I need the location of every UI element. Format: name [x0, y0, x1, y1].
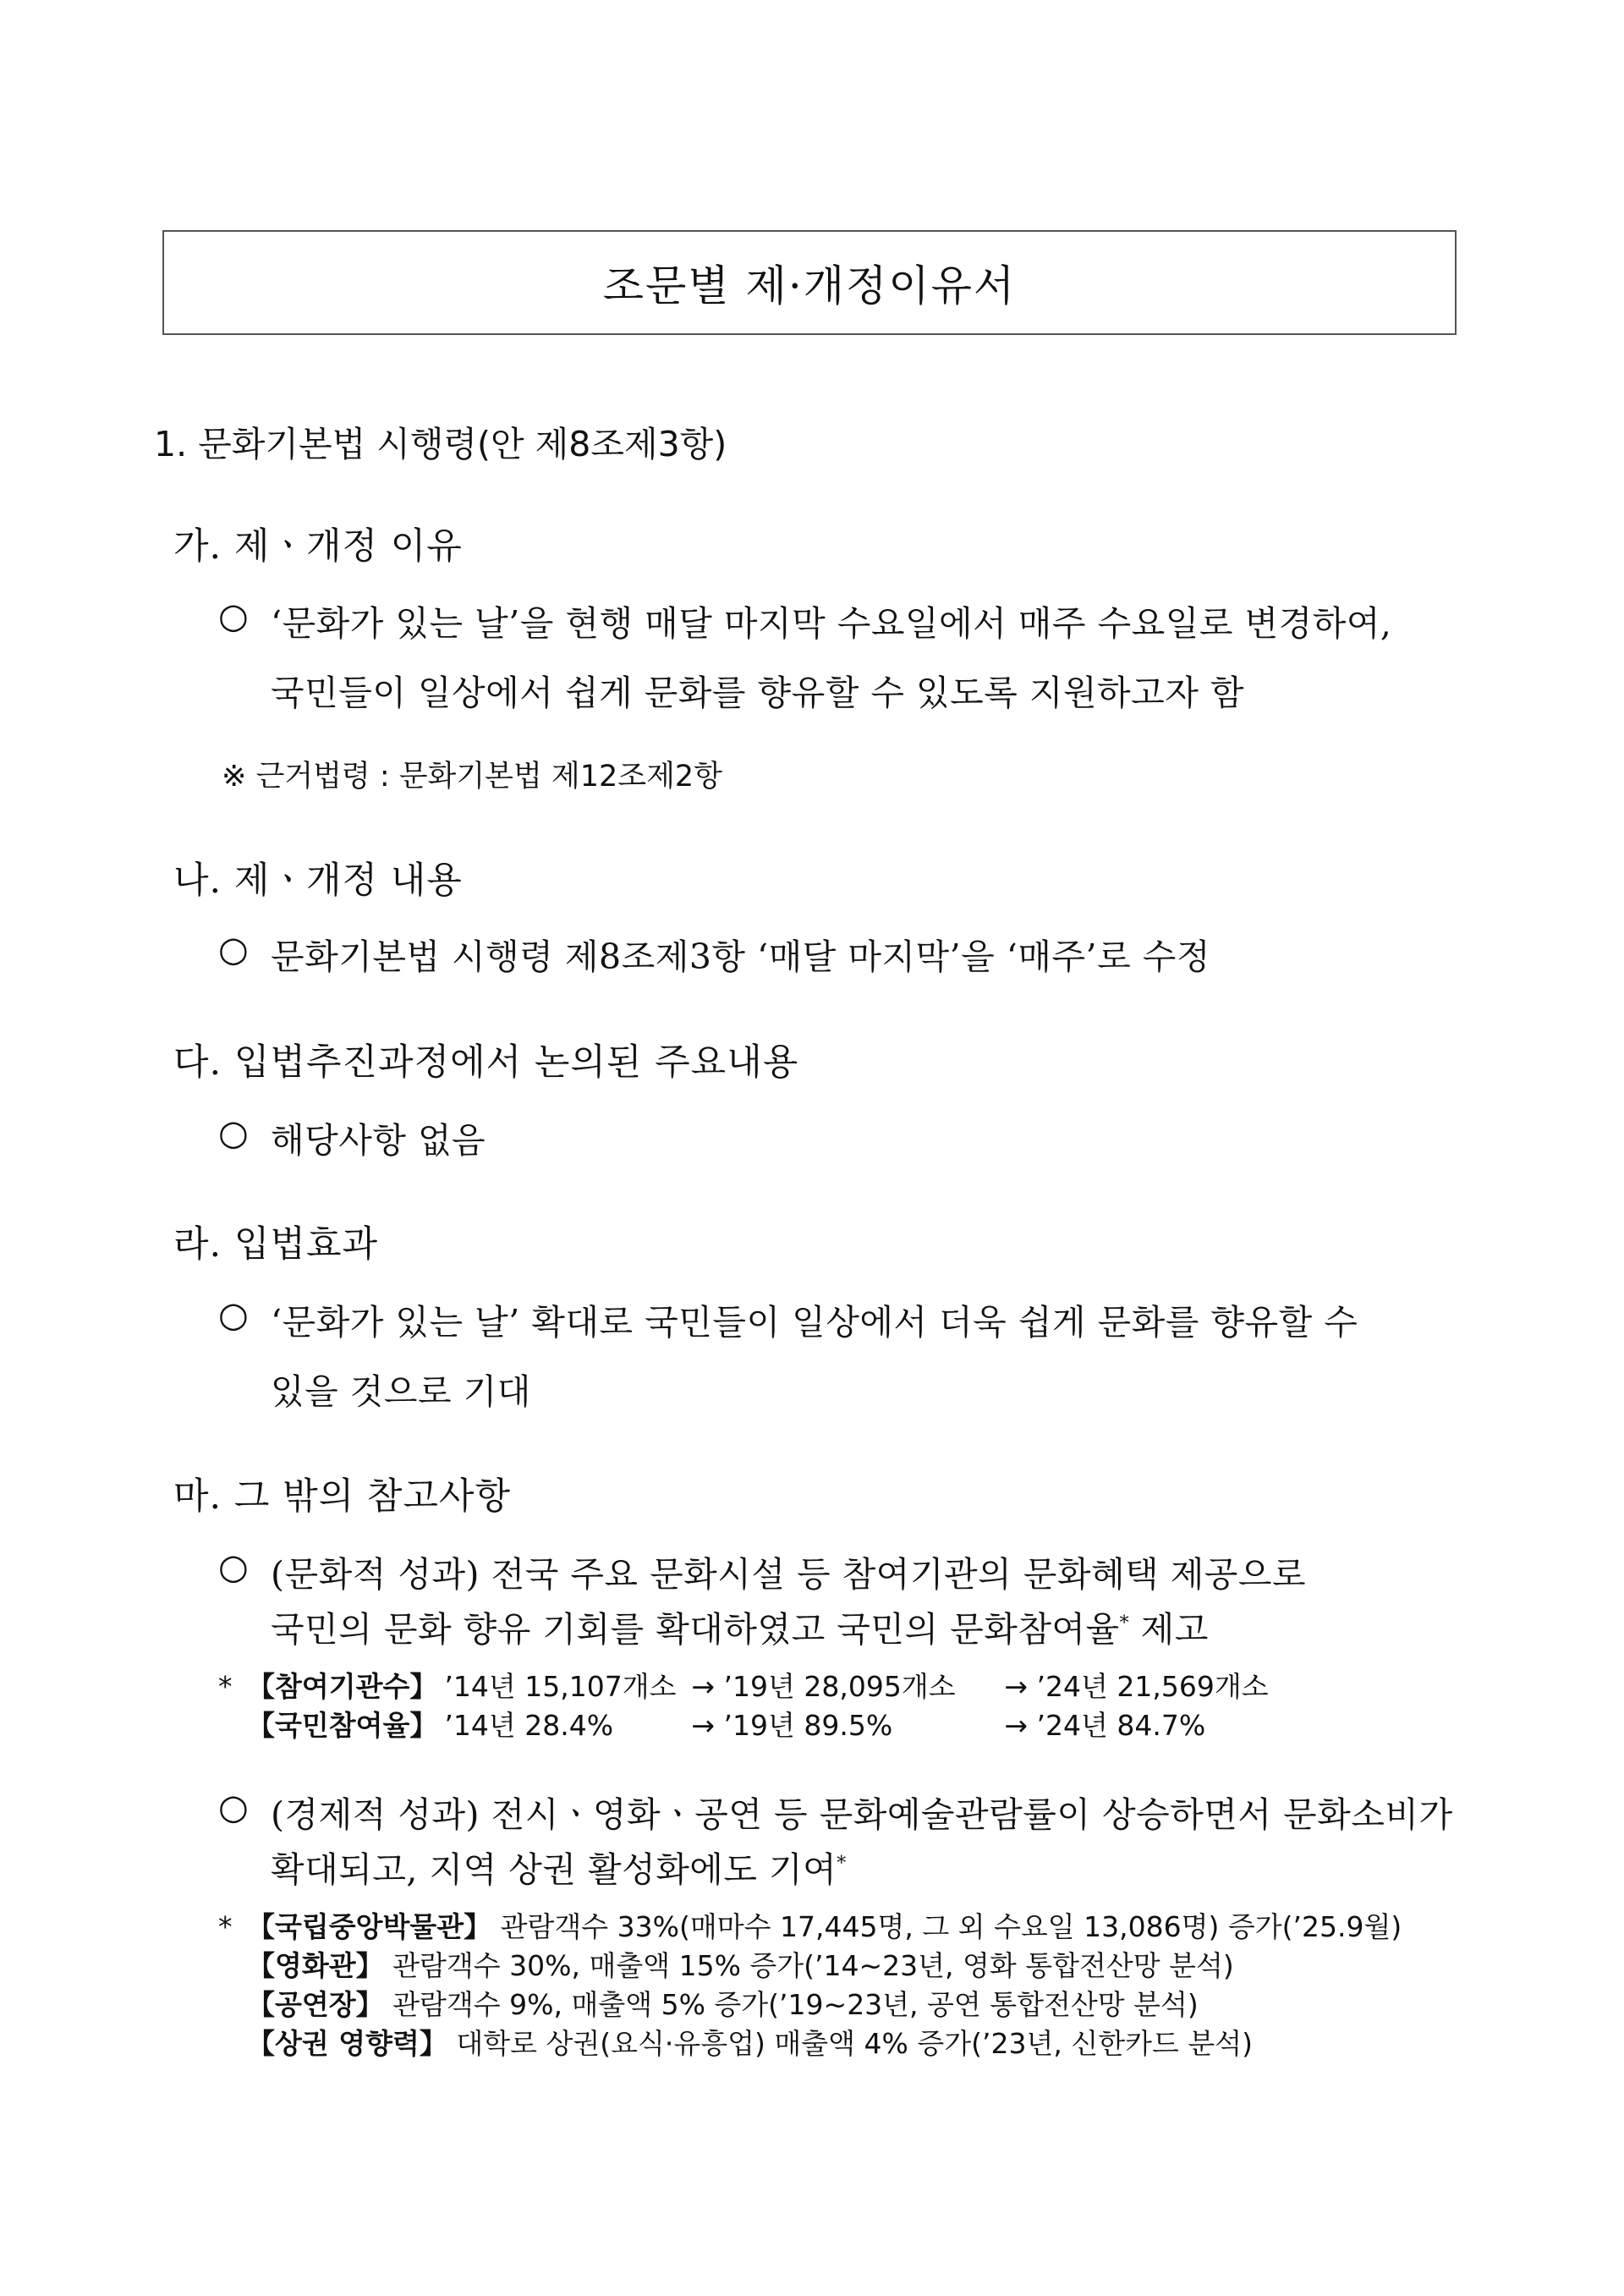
ga-text-line1: ‘문화가 있는 날’을 현행 매달 마지막 수요일에서 매주 수요일로 변경하여, — [271, 603, 1392, 644]
fn1-r1-a: ’14년 15,107개소 — [444, 1670, 677, 1703]
fn1-r2-label: 【국민참여율】 — [247, 1709, 438, 1742]
ma-b2-line2-main: 확대되고, 지역 상권 활성화에도 기여 — [271, 1849, 837, 1890]
ga-text-line2: 국민들이 일상에서 쉽게 문화를 향유할 수 있도록 지원하고자 함 — [271, 673, 1245, 713]
fn1-r2-c: → ’24년 84.7% — [1004, 1709, 1206, 1742]
fn2-r3-text: 관람객수 9%, 매출액 5% 증가(’19∼23년, 공연 통합전산망 분석) — [383, 1988, 1199, 2021]
fn1-r1-label: 【참여기관수】 — [247, 1670, 438, 1703]
ma-bullet1-line1 — [218, 1546, 1306, 1596]
fn2-r1-text: 관람객수 33%(매마수 17,445명, 그 외 수요일 13,086명) 증가(’25.9월) — [491, 1910, 1402, 1943]
bullet-circle-icon: ○ — [218, 1294, 250, 1335]
fn1-r2-a: ’14년 28.4% — [444, 1709, 614, 1742]
fn2-r3-label: 【공연장】 — [247, 1988, 384, 2021]
ma-b1-line2-end: 제고 — [1129, 1609, 1209, 1650]
footnote-2-row1 — [218, 1905, 1402, 1945]
na-heading: 나. 제ㆍ개정 내용 — [173, 860, 463, 902]
fn1-r1-c: → ’24년 21,569개소 — [1004, 1670, 1269, 1703]
footnote-marker: * — [837, 1853, 847, 1875]
bullet-circle-icon: ○ — [218, 1787, 250, 1827]
footnote-2-row2 — [218, 1944, 1234, 1984]
fn2-r4-label: 【상권 영향력】 — [247, 2027, 447, 2060]
ra-heading: 라. 입법효과 — [173, 1223, 379, 1266]
footnote-2-row3 — [218, 1983, 1199, 2023]
ra-text-line1: ‘문화가 있는 날’ 확대로 국민들이 일상에서 더욱 쉽게 문화를 향유할 수 — [271, 1302, 1358, 1343]
footnote-1-row1 — [218, 1665, 1269, 1705]
da-heading: 다. 입법추진과정에서 논의된 주요내용 — [173, 1041, 799, 1084]
fn2-r4-text: 대학로 상권(요식·유흥업) 매출액 4% 증가(’23년, 신한카드 분석) — [447, 2027, 1253, 2060]
footnote-2-row4 — [218, 2022, 1253, 2062]
footnote-star: * — [218, 1670, 233, 1703]
ma-b1-text-line1: (문화적 성과) 전국 주요 문화시설 등 참여기관의 문화혜택 제공으로 — [271, 1554, 1307, 1595]
footnote-marker: * — [1119, 1612, 1130, 1634]
fn1-r1-b: → ’19년 28,095개소 — [691, 1670, 956, 1703]
bullet-circle-icon: ○ — [218, 929, 250, 969]
ma-b2-text-line2 — [271, 1842, 847, 1892]
ma-b1-line2-main: 국민의 문화 향유 기회를 확대하였고 국민의 문화참여율 — [271, 1609, 1120, 1650]
na-text-line1: 문화기본법 시행령 제8조제3항 ‘매달 마지막’을 ‘매주’로 수정 — [271, 937, 1210, 977]
fn2-r1-label: 【국립중앙박물관】 — [247, 1910, 492, 1943]
fn1-r2-b: → ’19년 89.5% — [691, 1709, 893, 1742]
ga-heading: 가. 제ㆍ개정 이유 — [173, 525, 463, 568]
footnote-1-row2 — [218, 1704, 1205, 1744]
ma-b1-text-line2 — [271, 1601, 1209, 1651]
ra-bullet-line1 — [218, 1294, 1358, 1344]
na-bullet-line1 — [218, 929, 1210, 979]
title-box — [162, 230, 1457, 335]
fn2-r2-label: 【영화관】 — [247, 1949, 384, 1982]
da-bullet-line1 — [218, 1112, 486, 1162]
document-title: 조문별 제·개정이유서 — [602, 261, 1017, 310]
da-text-line1: 해당사항 없음 — [271, 1120, 486, 1161]
fn2-r2-text: 관람객수 30%, 매출액 15% 증가(’14∼23년, 영화 통합전산망 분석) — [383, 1949, 1234, 1982]
ga-note: ※ 근거법령 : 문화기본법 제12조제2항 — [222, 760, 722, 794]
section-1-heading: 1. 문화기본법 시행령(안 제8조제3항) — [154, 424, 727, 464]
bullet-circle-icon: ○ — [218, 596, 250, 636]
ma-b2-text-line1: (경제적 성과) 전시ㆍ영화ㆍ공연 등 문화예술관람률이 상승하면서 문화소비가 — [271, 1794, 1453, 1835]
ma-bullet2-line1 — [218, 1787, 1453, 1837]
ra-text-line2: 있을 것으로 기대 — [271, 1371, 531, 1412]
bullet-circle-icon: ○ — [218, 1112, 250, 1153]
bullet-circle-icon: ○ — [218, 1546, 250, 1587]
ga-bullet-line1 — [218, 596, 1391, 645]
ma-heading: 마. 그 밖의 참고사항 — [173, 1475, 511, 1518]
footnote-star: * — [218, 1910, 233, 1943]
